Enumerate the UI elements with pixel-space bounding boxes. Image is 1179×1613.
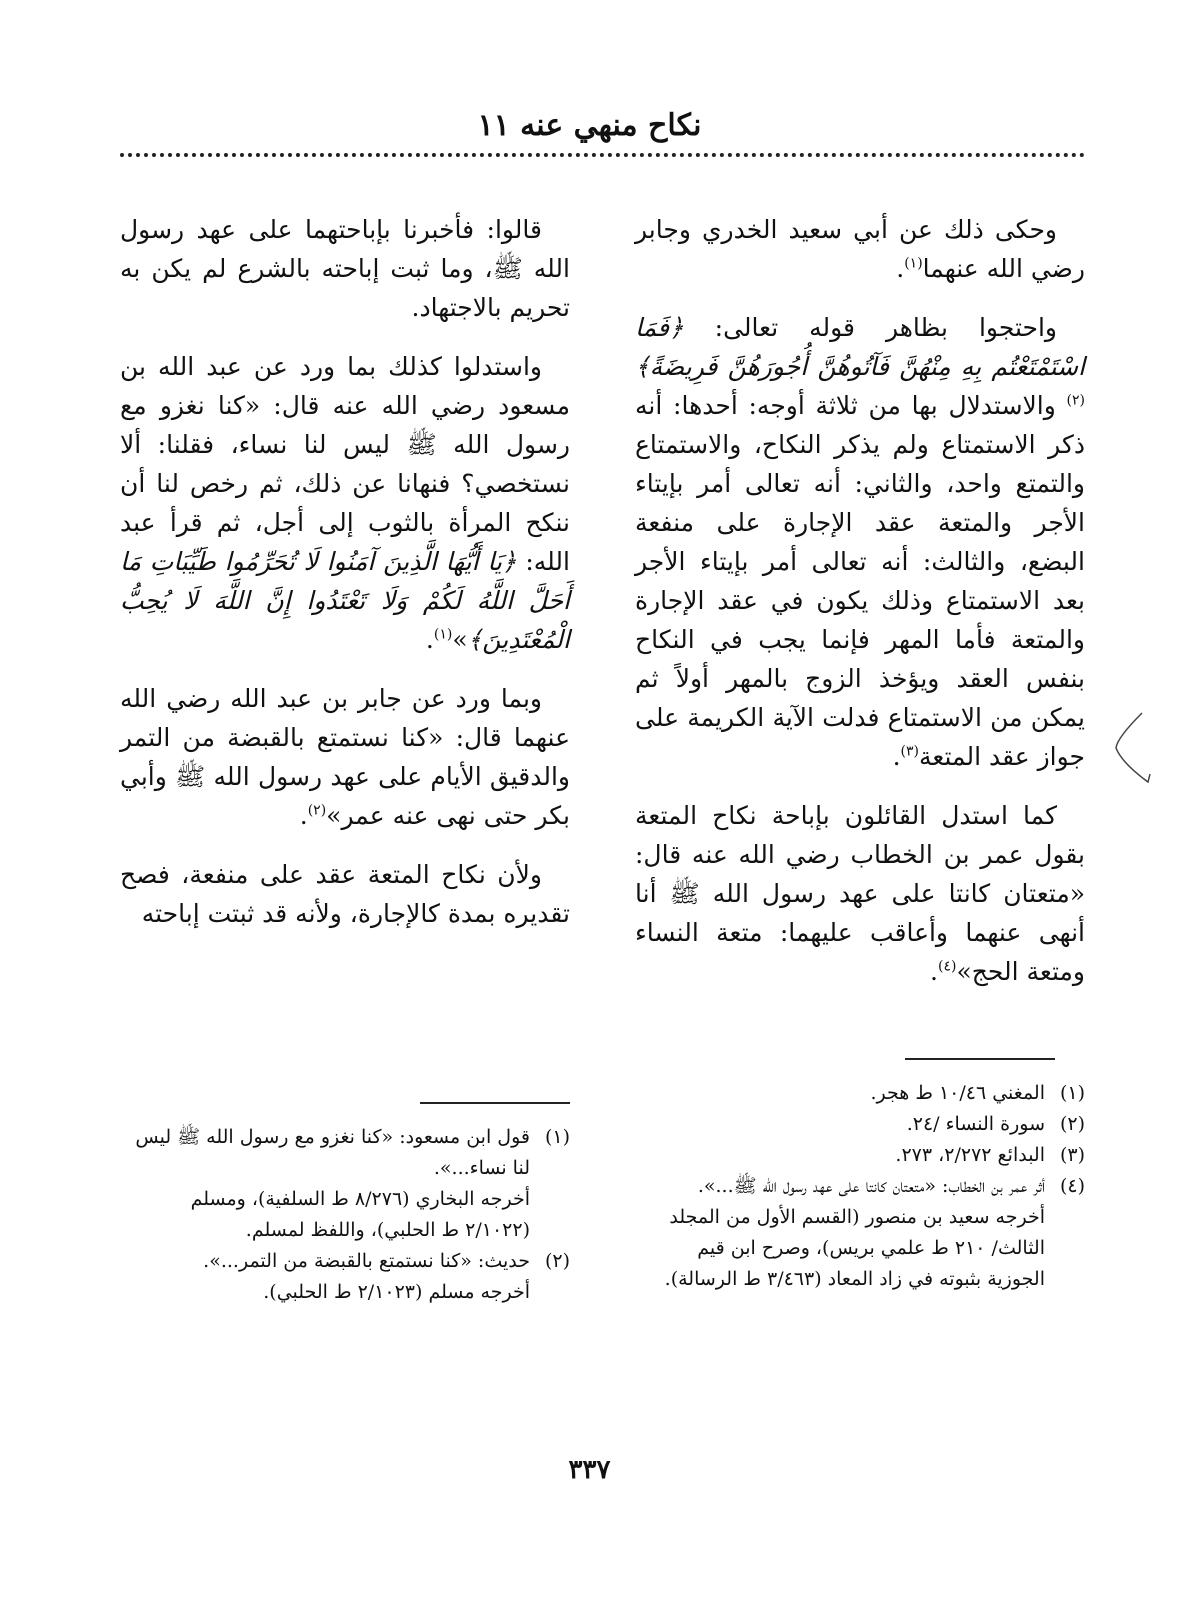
footnote-number: (٣) xyxy=(1059,1144,1085,1166)
footnotes-right xyxy=(635,1078,1085,1295)
footnote-text: أثر عمر بن الخطاب: «متعتان كانتا على عهد رسول الله ﷺ...». xyxy=(697,1175,1045,1197)
footnote-ref: (٤) xyxy=(937,958,957,975)
footnote xyxy=(120,1122,570,1184)
footnote-separator xyxy=(905,1058,1055,1060)
quran-verse: ﴿يَا أَيُّهَا الَّذِينَ آمَنُوا لَا تُحَرِّمُوا طَيِّبَاتِ مَا أَحَلَّ اللَّهُ لَكُمْ وَلَا تَعْتَدُوا إِنَّ اللَّهَ لَا يُحِبُّ الْمُعْتَدِينَ﴾ xyxy=(120,547,570,654)
footnote-text: قول ابن مسعود: «كنا نغزو مع رسول الله ﷺ ليس لنا نساء...». xyxy=(135,1126,530,1179)
paragraph xyxy=(635,796,1085,991)
right-text-column xyxy=(635,210,1085,1011)
footnote xyxy=(120,1246,570,1277)
footnote xyxy=(635,1109,1085,1140)
header-dotted-rule xyxy=(120,153,1085,157)
footnotes-left xyxy=(120,1122,570,1308)
footnote-text: حديث: «كنا نستمتع بالقبضة من التمر...». xyxy=(203,1250,530,1272)
footnote xyxy=(635,1140,1085,1171)
paragraph-text: وبما ورد عن جابر بن عبد الله رضي الله عنهما قال: «كنا نستمتع بالقبضة من التمر والدقيق الأيام على عهد رسول الله ﷺ وأبي بكر حتى نهى عنه عمر» xyxy=(120,684,570,830)
footnote-ref: (٢) xyxy=(1066,392,1085,409)
page-number: ٣٣٧ xyxy=(568,1455,611,1485)
footnote-ref: (٣) xyxy=(900,743,919,760)
paragraph: قالوا: فأخبرنا بإباحتهما على عهد رسول الله ﷺ، وما ثبت إباحته بالشرع لم يكن به تحريم بالاجتهاد. xyxy=(120,215,570,322)
running-header-title: نكاح منهي عنه ١١ xyxy=(477,108,702,143)
paragraph-text: كما استدل القائلون بإباحة نكاح المتعة بقول عمر بن الخطاب رضي الله عنه قال: «متعتان كانتا على عهد رسول الله ﷺ أنا أنهى عنهما وأعاقب عليهما: متعة النساء ومتعة الحج» xyxy=(635,801,1085,986)
footnote-ref: (١) xyxy=(433,626,453,643)
footnote-number: (١) xyxy=(1059,1082,1085,1104)
footnote-continuation: أخرجه مسلم (٢/١٠٢٣ ط الحلبي). xyxy=(263,1281,530,1303)
footnote-number: (١) xyxy=(544,1126,570,1148)
punct: . xyxy=(930,957,938,986)
paragraph xyxy=(635,308,1085,776)
footnote-continuation: أخرجه سعيد بن منصور (القسم الأول من المجلد الثالث/ ٢١٠ ط علمي بريس)، وصرح ابن قيم الجوزية بثبوته في زاد المعاد (٣/٤٦٣ ط الرسالة). xyxy=(664,1206,1045,1290)
paragraph xyxy=(120,679,570,835)
footnote xyxy=(635,1078,1085,1109)
paragraph-text: واستدلوا كذلك بما ورد عن عبد الله بن مسعود رضي الله عنه قال: «كنا نغزو مع رسول الله ﷺ ليس لنا نساء، فقلنا: ألا نستخصي؟ فنهانا عن ذلك، ثم رخص لنا أن ننكح المرأة بالثوب إلى أجل، ثم قرأ عبد الله: xyxy=(120,352,570,576)
footnote-separator xyxy=(420,1102,570,1104)
punct: . xyxy=(896,254,905,283)
paragraph-text: واحتجوا بظاهر قوله تعالى: xyxy=(714,313,1057,342)
quran-verse: ﴿فَمَا اسْتَمْتَعْتُم بِهِ مِنْهُنَّ فَآتُوهُنَّ أُجُورَهُنَّ فَرِيضَةً﴾ xyxy=(635,313,1085,381)
footnote-continuation: أخرجه البخاري (٨/٢٧٦ ط السلفية)، ومسلم (٢/١٠٢٢ ط الحلبي)، واللفظ لمسلم. xyxy=(190,1188,530,1241)
footnote-number: (٤) xyxy=(1059,1175,1085,1197)
paragraph-text: وحكى ذلك عن أبي سعيد الخدري وجابر رضي الله عنهما xyxy=(635,215,1085,283)
paragraph-text: والاستدلال بها من ثلاثة أوجه: أحدها: أنه ذكر الاستمتاع ولم يذكر النكاح، والاستمتاع والتمتع واحد، والثاني: أنه تعالى أمر بإيتاء الأجر والمتعة عقد الإجارة على منفعة البضع، والثالث: أنه تعالى أمر بإيتاء الأجر بعد الاستمتاع وذلك يكون في عقد الإجارة والمتعة فأما المهر فإنما يجب في النكاح بنفس العقد ويؤخذ الزوج بالمهر أولاً ثم يمكن من الاستمتاع فدلت الآية الكريمة على جواز عقد المتعة xyxy=(635,391,1085,771)
paragraph xyxy=(635,210,1085,288)
paragraph: ولأن نكاح المتعة عقد على منفعة، فصح تقديره بمدة كالإجارة، ولأنه قد ثبتت إباحته xyxy=(120,860,570,928)
punct: . xyxy=(299,801,308,830)
footnote xyxy=(635,1171,1085,1202)
punct: » xyxy=(452,625,468,654)
footnote-number: (٢) xyxy=(544,1250,570,1272)
footnote-ref: (٢) xyxy=(307,802,327,819)
footnote-text: البدائع ٢/٢٧٢، ٢٧٣. xyxy=(895,1144,1045,1166)
left-text-column xyxy=(120,210,570,953)
punct: . xyxy=(425,625,434,654)
footnote-text: المغني ١٠/٤٦ ط هجر. xyxy=(870,1082,1045,1104)
footnote-text: سورة النساء /٢٤. xyxy=(906,1113,1045,1135)
footnote-ref: (١) xyxy=(904,255,923,272)
footnote-number: (٢) xyxy=(1059,1113,1085,1135)
paragraph xyxy=(120,347,570,659)
margin-pen-mark xyxy=(1112,708,1152,788)
punct: . xyxy=(892,742,901,771)
